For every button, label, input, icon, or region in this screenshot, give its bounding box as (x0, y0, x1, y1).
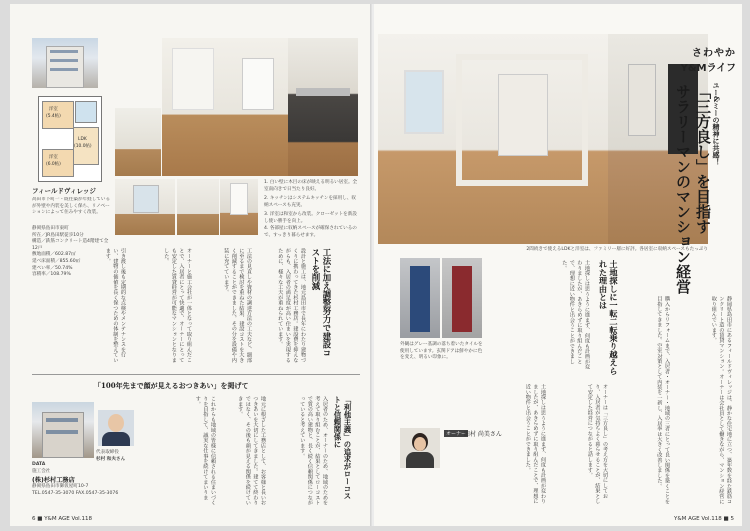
rep-title: 代表取締役 (96, 450, 119, 455)
owner-name: 田村 尚美さん (464, 431, 502, 438)
body-col-3: オーナーは「三方良し」の考え方を大切にしており、入居者が気持ちよく暮らせることが、結果として安定した経営につながると話します。 (586, 384, 608, 504)
body-col-2: 工法の見直しや資材の調達方法の工夫など、細部に至るまで検討を重ねた結果、建設コストを大きく削減することができました。その分を設備や内装に充てています。 (223, 248, 252, 363)
quote-heading: 「利他主義」の追求がローコストと信頼関係に (333, 396, 352, 500)
photo-caption-2: 2. キッチンはシステムキッチンを採用し、収納スペースも充実。 (264, 196, 357, 208)
room2-label: 洋室 (49, 155, 58, 160)
logo-line-1: さわやか (692, 48, 736, 59)
spec-item: 静岡県島田市東町 (32, 226, 69, 231)
spec-item: 構造／鉄筋コンクリート造4階建て全12戸 (32, 239, 109, 251)
door-caption: 外観はグレー基調の落ち着いたタイルを使用しています。玄関ドアは鮮やかに色を変え、明るい印象に。 (400, 342, 483, 361)
sub-heading: 土地探しに一転二転乗り越えられた理由とは (598, 260, 619, 375)
logo-line-2: Y&Mライフ (680, 63, 736, 74)
builder-address: 静岡県島田市御仮屋町10-7 (32, 484, 89, 490)
builder-tel: TEL.0547-35-3070 FAX.0547-35-3076 (32, 490, 119, 496)
spec-item: 所在／JR島田駅徒歩10分 (32, 232, 84, 238)
kitchen-photo (288, 38, 358, 176)
ldk-label: LDK (78, 137, 87, 142)
section-heading: 工法に加え調整努力で建設コストを削減 (311, 248, 332, 358)
room-photo-4 (177, 179, 219, 235)
spec-item: 建ぺい率／50.74% (32, 265, 73, 271)
body-col-3: オーナーと施工会社が一体となって取り組んだことで、入居者にとって快適で、オーナーにとっても安定した賃貸経営が可能なマンションとなりました。 (163, 248, 192, 363)
body-col-2: 購入からリフォームまで、入居者・オーナー・地域の三者にとって良い関係を築くことを目指してきました。空室対策として内装を一新し、入居率は大きく改善しました。 (656, 296, 670, 504)
divider (32, 374, 360, 375)
room-photo-3 (115, 179, 175, 235)
bottom-body-3: 入居者のため、オーナーのため、地域のためを考えて取り組むことが、結果としてローコストで質の高い建物と、長く続く信頼関係につながっていると考えています。 (299, 396, 328, 506)
right-folio: Y&M AGE Vol.118 ■ 5 (674, 516, 734, 522)
headline-2: サラリーマンのマンション経営 (674, 84, 692, 294)
room-photo-small (115, 108, 161, 176)
spec-item: 延べ床面積／855.60㎡ (32, 258, 81, 264)
rep-portrait (98, 410, 134, 446)
body-col-4: 引き渡し後も定期的な点検やメンテナンスを行い、建物の価値を長く保つための体制を整えています。 (104, 248, 126, 363)
room1-label: 洋室 (49, 107, 58, 112)
main-photo-caption: 2間続きで使えるLDKと洋室は、ファミリー層に好評。各居室に収納スペースもたっぷり (526, 247, 708, 252)
builder-data (32, 462, 132, 497)
door-photo-2 (442, 258, 482, 338)
property-desc: 高田市下町一・既往築が年経しているが外壁や内装を美しく保ち、リノベーションによって住みやすく改装。 (32, 197, 111, 216)
data-label: DATA (32, 462, 46, 467)
door-photo-1 (400, 258, 440, 338)
series-logo (681, 44, 736, 74)
body-col-4: 土地探しは思うように進まず、何度も計画が変わりましたが、あきらめずに取り組んだことで、理想に近い物件と出会うことができました。 (561, 260, 590, 370)
spec-item: 容積率／108.79% (32, 272, 71, 278)
living-room-photo (378, 34, 608, 244)
body-col-1: 静岡県島田市にあるフィールドヴィレッジは、静かな住宅地に立つ、築年数を経た鉄筋コンクリート造の賃貸マンション。オーナーは会社員として働きながら、マンション経営に取り組んでいます。 (710, 296, 732, 504)
owner-body: 土地探しは思うように進まず、何度も計画が変わりましたが、あきらめずに取り組んだことで、理想に近い物件と出会うことができました。 (524, 384, 546, 504)
spec-item: 敷地面積／602.87㎡ (32, 252, 76, 258)
photo-caption-1: 1. 白い壁に木目の床が映える明るい居室。全室南向きで日当たり良好。 (264, 180, 358, 192)
body-col-1: 設計と施工は、地元島田市で長年にわたり建物づくりに携わってきた杉村工務店。建設費を抑えながらも、入居者の満足度が高い住まいを実現するために、様々な工夫が重ねられています。 (277, 248, 306, 363)
building-photo (32, 38, 98, 88)
room-photo-main (162, 38, 288, 176)
headline-1: 「三方良し」を目指す (694, 84, 712, 234)
rep-name: 杉村 和夫さん (96, 457, 126, 462)
builder-label: 施工会社 (32, 468, 51, 474)
left-folio: 6 ■ Y&M AGE Vol.118 (32, 516, 92, 522)
property-name: フィールドヴィレッジ (32, 187, 96, 195)
builder-name: (株)杉村工務店 (32, 477, 75, 485)
office-building-photo (32, 402, 94, 458)
bottom-heading: 「100年先まで顔が見えるおつきあい」を掲げて (94, 381, 249, 390)
room1-size: (5.4帖) (46, 114, 61, 119)
photo-caption-4: 4. 各部屋に収納スペースが確保されているので、すっきり暮らせます。 (264, 226, 357, 238)
kicker: ユー&ミーの精神に共感！ (712, 82, 721, 166)
ldk-size: (10.0帖) (74, 144, 92, 149)
room2-size: (6.0帖) (46, 162, 61, 167)
bottom-body-2: これからも地域の皆様に信頼される住まいづくりを目指して、誠実な仕事を続けてまいります。 (194, 396, 216, 506)
photo-caption-3: 3. 洋室は和室から改装。クローゼットを新設し使い勝手を向上。 (264, 212, 357, 224)
owner-portrait (400, 428, 440, 468)
right-page (374, 4, 742, 526)
floor-plan (38, 96, 102, 182)
bottom-body-1: 地元に根ざした工務店として、お客様と長いおつきあいを大切にしてきました。建てて終わりではなく、その後も顔が見える関係を続けていきます。 (237, 396, 266, 506)
owner-label-text: オーナー (446, 431, 467, 437)
left-page (10, 4, 372, 526)
room-photo-5 (220, 179, 258, 235)
